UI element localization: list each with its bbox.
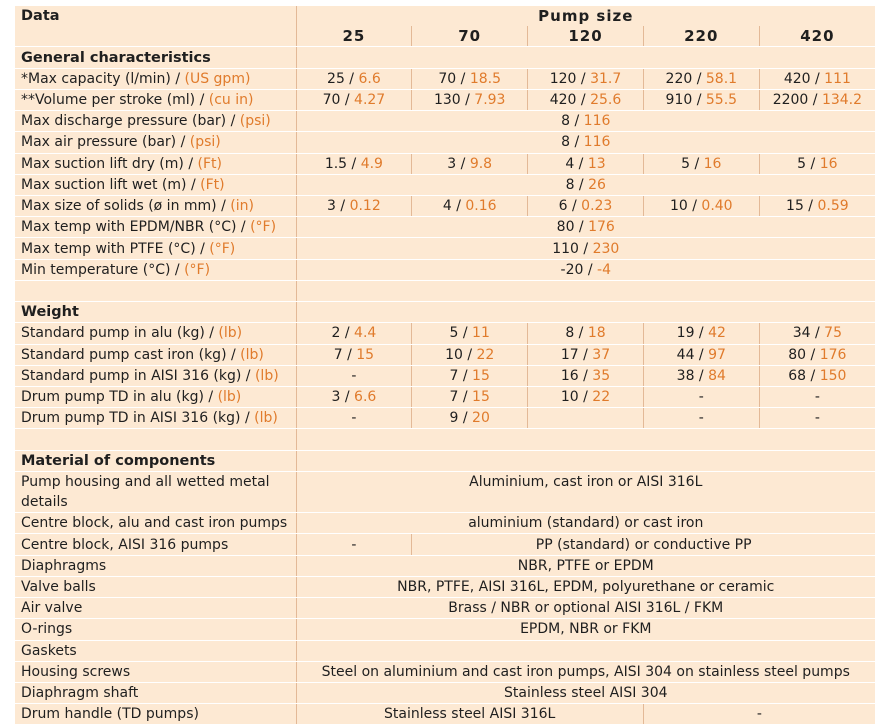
pump-size-120: 120: [528, 26, 644, 47]
material-value: [296, 640, 875, 661]
row-label: [15, 408, 296, 429]
imperial-value: 176: [588, 219, 615, 236]
metric-value: -: [698, 410, 704, 427]
material-value: -: [296, 534, 412, 555]
row-label-metric: Drum pump TD in alu (kg) /: [21, 389, 218, 406]
spacer-cell: [15, 280, 296, 301]
value-cell: [759, 153, 875, 174]
imperial-value: 75: [824, 325, 842, 342]
metric-value: 3 /: [331, 389, 355, 406]
material-label: Centre block, AISI 316 pumps: [15, 534, 296, 555]
row-label-metric: *Max capacity (l/min) /: [21, 70, 185, 87]
section-title-weight: Weight: [15, 302, 296, 323]
section-title-general: General characteristics: [15, 47, 296, 68]
spec-row: [15, 238, 875, 259]
metric-value: 9 /: [449, 410, 473, 427]
spec-row: [15, 323, 875, 344]
metric-value: 15 /: [786, 198, 818, 215]
imperial-value: 31.7: [590, 70, 622, 87]
value-cell: [412, 195, 528, 216]
imperial-value: 150: [819, 367, 847, 384]
row-label: [15, 217, 296, 238]
spec-row: [15, 89, 875, 110]
spec-row: [15, 68, 875, 89]
value-cell: [412, 365, 528, 386]
imperial-value: 18.5: [469, 70, 501, 87]
metric-value: 8 /: [561, 134, 584, 151]
imperial-value: 58.1: [705, 70, 738, 87]
material-label: Housing screws: [15, 661, 296, 682]
metric-value: 7 /: [449, 367, 473, 384]
row-label-imperial: (°F): [209, 240, 236, 257]
row-label: [15, 386, 296, 407]
material-value: Stainless steel AISI 316L: [296, 704, 643, 725]
pump-spec-sheet: [15, 6, 875, 725]
metric-value: 2 /: [331, 325, 355, 342]
row-label: [15, 344, 296, 365]
metric-value: 5 /: [797, 155, 820, 172]
metric-value: -: [351, 367, 357, 384]
row-label-metric: Standard pump in AISI 316 (kg) /: [21, 367, 255, 384]
imperial-value: 4.9: [360, 155, 383, 172]
value-cell: [643, 365, 759, 386]
imperial-value: 37: [592, 346, 611, 363]
value-cell: [296, 89, 412, 110]
metric-value: 1.5 /: [324, 155, 361, 172]
value-cell: [643, 408, 759, 429]
row-label-imperial: (lb): [254, 410, 278, 427]
imperial-value: 176: [819, 346, 847, 363]
row-label-imperial: (lb): [217, 389, 242, 406]
imperial-value: 4.27: [354, 91, 386, 108]
row-label-imperial: (Ft): [200, 176, 225, 193]
value-cell: [759, 386, 875, 407]
metric-value: 7 /: [449, 389, 473, 406]
value-cell: [643, 386, 759, 407]
row-label-imperial: (psi): [189, 134, 221, 151]
imperial-value: 35: [592, 367, 611, 384]
metric-value: -: [814, 389, 820, 406]
imperial-value: 0.12: [349, 198, 381, 215]
value-cell: [296, 344, 412, 365]
metric-value: 420 /: [783, 70, 825, 87]
value-cell: [296, 111, 875, 132]
row-label-metric: Max temp with PTFE (°C) /: [21, 240, 210, 257]
material-label: Pump housing and all wetted metal details: [15, 471, 296, 512]
imperial-value: 16: [703, 155, 722, 172]
imperial-value: 15: [356, 346, 375, 363]
imperial-value: 0.40: [701, 198, 733, 215]
value-cell: [643, 89, 759, 110]
value-cell: [296, 153, 412, 174]
metric-value: 3 /: [447, 155, 470, 172]
value-cell: [296, 174, 875, 195]
metric-value: 3 /: [327, 198, 350, 215]
imperial-value: 0.16: [465, 198, 497, 215]
row-label-imperial: (lb): [240, 346, 264, 363]
imperial-value: 11: [472, 325, 490, 342]
size-row-spacer: [15, 26, 296, 47]
row-label: [15, 238, 296, 259]
spec-row: [15, 132, 875, 153]
metric-value: 16 /: [560, 367, 593, 384]
value-cell: [643, 323, 759, 344]
row-label: [15, 153, 296, 174]
imperial-value: 0.59: [817, 198, 849, 215]
row-label-metric: Max suction lift dry (m) /: [21, 155, 198, 172]
value-cell: [643, 153, 759, 174]
row-label: [15, 68, 296, 89]
value-cell: [528, 344, 644, 365]
material-label: Centre block, alu and cast iron pumps: [15, 513, 296, 534]
value-cell: [528, 386, 644, 407]
value-cell: [412, 89, 528, 110]
imperial-value: 0.23: [581, 198, 613, 215]
imperial-value: 25.6: [590, 91, 622, 108]
row-label-imperial: (°F): [250, 219, 277, 236]
section-empty-cell: [296, 47, 875, 68]
imperial-value: 6.6: [354, 389, 377, 406]
material-row: [15, 534, 875, 555]
size-row: [15, 26, 875, 47]
value-cell: [296, 195, 412, 216]
value-cell: [528, 89, 644, 110]
row-label-imperial: (°F): [184, 261, 211, 278]
metric-value: 6 /: [558, 198, 582, 215]
value-cell: [759, 323, 875, 344]
material-label: Diaphragm shaft: [15, 682, 296, 703]
row-label-imperial: (US gpm): [184, 70, 251, 87]
value-cell: [528, 195, 644, 216]
value-cell: [528, 153, 644, 174]
row-label-metric: Max discharge pressure (bar) /: [21, 113, 240, 130]
section-general-row: [15, 47, 875, 68]
row-label-metric: Max suction lift wet (m) /: [21, 176, 201, 193]
metric-value: 80 /: [788, 346, 820, 363]
value-cell: [528, 408, 644, 429]
metric-value: 10 /: [445, 346, 477, 363]
spacer-row: [15, 280, 875, 301]
spec-row: [15, 174, 875, 195]
imperial-value: 22: [592, 389, 611, 406]
row-label: [15, 195, 296, 216]
value-cell: [759, 68, 875, 89]
row-label-imperial: (in): [230, 198, 254, 215]
value-cell: [296, 238, 875, 259]
spec-row: [15, 408, 875, 429]
value-cell: [412, 386, 528, 407]
spec-row: [15, 386, 875, 407]
metric-value: 80 /: [556, 219, 589, 236]
imperial-value: 20: [472, 410, 490, 427]
metric-value: 130 /: [433, 91, 475, 108]
spec-row: [15, 111, 875, 132]
row-label: [15, 132, 296, 153]
metric-value: 10 /: [560, 389, 593, 406]
material-value: Brass / NBR or optional AISI 316L / FKM: [296, 598, 875, 619]
metric-value: 44 /: [676, 346, 709, 363]
section-empty-cell: [296, 450, 875, 471]
row-label-imperial: (cu in): [208, 91, 254, 108]
metric-value: 2200 /: [772, 91, 822, 108]
value-cell: [296, 132, 875, 153]
metric-value: 8 /: [565, 176, 589, 193]
row-label-metric: Max temp with EPDM/NBR (°C) /: [21, 219, 251, 236]
spacer-cell: [296, 280, 875, 301]
spec-row: [15, 344, 875, 365]
metric-value: 70 /: [322, 91, 355, 108]
pump-size-420: 420: [759, 26, 875, 47]
row-label-metric: Drum pump TD in AISI 316 (kg) /: [21, 410, 255, 427]
spec-row: [15, 195, 875, 216]
material-value: aluminium (standard) or cast iron: [296, 513, 875, 534]
imperial-value: 18: [587, 325, 606, 342]
spec-row: [15, 217, 875, 238]
imperial-value: 116: [583, 134, 611, 151]
metric-value: 220 /: [665, 70, 706, 87]
value-cell: [412, 323, 528, 344]
imperial-value: 55.5: [705, 91, 738, 108]
material-label: Air valve: [15, 598, 296, 619]
imperial-value: 15: [472, 389, 490, 406]
metric-value: 4 /: [565, 155, 588, 172]
metric-value: 10 /: [669, 198, 702, 215]
value-cell: [296, 217, 875, 238]
material-value: PP (standard) or conductive PP: [412, 534, 875, 555]
metric-value: 38 /: [676, 367, 709, 384]
pump-size-220: 220: [643, 26, 759, 47]
material-value: -: [643, 704, 875, 725]
material-label: O-rings: [15, 619, 296, 640]
imperial-value: 230: [592, 240, 620, 257]
value-cell: [296, 408, 412, 429]
value-cell: [412, 68, 528, 89]
data-column-header: Data: [15, 6, 296, 26]
row-label-imperial: (lb): [254, 367, 279, 384]
material-row: [15, 598, 875, 619]
imperial-value: 22: [476, 346, 495, 363]
section-title-material: Material of components: [15, 450, 296, 471]
imperial-value: 116: [583, 113, 611, 130]
metric-value: 5 /: [681, 155, 704, 172]
row-label: [15, 323, 296, 344]
row-label-metric: Standard pump cast iron (kg) /: [21, 346, 241, 363]
value-cell: [528, 365, 644, 386]
row-label-imperial: (lb): [218, 325, 243, 342]
value-cell: [759, 408, 875, 429]
metric-value: 4 /: [442, 198, 466, 215]
spec-row: [15, 153, 875, 174]
value-cell: [528, 68, 644, 89]
metric-value: 8 /: [565, 325, 588, 342]
metric-value: -: [698, 389, 704, 406]
imperial-value: 97: [708, 346, 726, 363]
metric-value: 17 /: [560, 346, 593, 363]
value-cell: [643, 344, 759, 365]
section-material-row: [15, 450, 875, 471]
imperial-value: 15: [472, 367, 490, 384]
imperial-value: 9.8: [469, 155, 493, 172]
value-cell: [759, 365, 875, 386]
row-label-metric: Max size of solids (ø in mm) /: [21, 198, 231, 215]
material-value: Stainless steel AISI 304: [296, 682, 875, 703]
spacer-cell: [296, 429, 875, 450]
row-label-metric: **Volume per stroke (ml) /: [21, 91, 209, 108]
metric-value: 68 /: [788, 367, 820, 384]
metric-value: 420 /: [549, 91, 591, 108]
value-cell: [296, 365, 412, 386]
material-value: NBR, PTFE, AISI 316L, EPDM, polyurethane or ceramic: [296, 576, 875, 597]
row-label-imperial: (psi): [239, 113, 271, 130]
material-value: Steel on aluminium and cast iron pumps, AISI 304 on stainless steel pumps: [296, 661, 875, 682]
spacer-row: [15, 429, 875, 450]
section-weight-row: [15, 302, 875, 323]
material-value: Aluminium, cast iron or AISI 316L: [296, 471, 875, 512]
row-label-metric: Max air pressure (bar) /: [21, 134, 190, 151]
spec-row: [15, 365, 875, 386]
pump-size-header: Pump size: [296, 6, 875, 26]
row-label-imperial: (Ft): [197, 155, 222, 172]
metric-value: 120 /: [549, 70, 591, 87]
material-row: [15, 640, 875, 661]
imperial-value: -4: [597, 261, 611, 278]
imperial-value: 111: [824, 70, 851, 87]
spec-table: [15, 6, 875, 725]
row-label: [15, 259, 296, 280]
material-label: Drum handle (TD pumps): [15, 704, 296, 725]
value-cell: [759, 89, 875, 110]
header-row: [15, 6, 875, 26]
metric-value: -: [814, 410, 820, 427]
material-row: [15, 619, 875, 640]
imperial-value: 7.93: [474, 91, 506, 108]
imperial-value: 6.6: [358, 70, 381, 87]
material-row: [15, 661, 875, 682]
material-row: [15, 704, 875, 725]
metric-value: -20 /: [560, 261, 598, 278]
material-value: NBR, PTFE or EPDM: [296, 555, 875, 576]
material-row: [15, 682, 875, 703]
value-cell: [296, 386, 412, 407]
material-label: Gaskets: [15, 640, 296, 661]
value-cell: [643, 195, 759, 216]
metric-value: 34 /: [792, 325, 825, 342]
material-row: [15, 576, 875, 597]
spacer-cell: [15, 429, 296, 450]
value-cell: [759, 344, 875, 365]
row-label-metric: Standard pump in alu (kg) /: [21, 325, 219, 342]
metric-value: 110 /: [552, 240, 593, 257]
material-value: EPDM, NBR or FKM: [296, 619, 875, 640]
row-label: [15, 111, 296, 132]
value-cell: [643, 68, 759, 89]
material-row: [15, 555, 875, 576]
row-label: [15, 365, 296, 386]
pump-size-70: 70: [412, 26, 528, 47]
metric-value: 19 /: [676, 325, 709, 342]
imperial-value: 16: [819, 155, 838, 172]
row-label: [15, 174, 296, 195]
imperial-value: 42: [708, 325, 726, 342]
value-cell: [296, 259, 875, 280]
row-label-metric: Min temperature (°C) /: [21, 261, 185, 278]
value-cell: [412, 344, 528, 365]
metric-value: 25 /: [327, 70, 359, 87]
imperial-value: 4.4: [354, 325, 377, 342]
imperial-value: 134.2: [821, 91, 863, 108]
row-label: [15, 89, 296, 110]
metric-value: 8 /: [561, 113, 584, 130]
value-cell: [296, 323, 412, 344]
metric-value: 5 /: [449, 325, 473, 342]
imperial-value: 13: [587, 155, 606, 172]
material-label: Diaphragms: [15, 555, 296, 576]
value-cell: [759, 195, 875, 216]
value-cell: [412, 408, 528, 429]
value-cell: [528, 323, 644, 344]
material-row: [15, 513, 875, 534]
section-empty-cell: [296, 302, 875, 323]
imperial-value: 84: [708, 367, 726, 384]
spec-row: [15, 259, 875, 280]
value-cell: [412, 153, 528, 174]
imperial-value: 26: [588, 176, 606, 193]
material-label: Valve balls: [15, 576, 296, 597]
metric-value: -: [351, 410, 357, 427]
value-cell: [296, 68, 412, 89]
material-row: [15, 471, 875, 512]
metric-value: 910 /: [665, 91, 706, 108]
metric-value: 7 /: [333, 346, 357, 363]
pump-size-25: 25: [296, 26, 412, 47]
metric-value: 70 /: [438, 70, 470, 87]
